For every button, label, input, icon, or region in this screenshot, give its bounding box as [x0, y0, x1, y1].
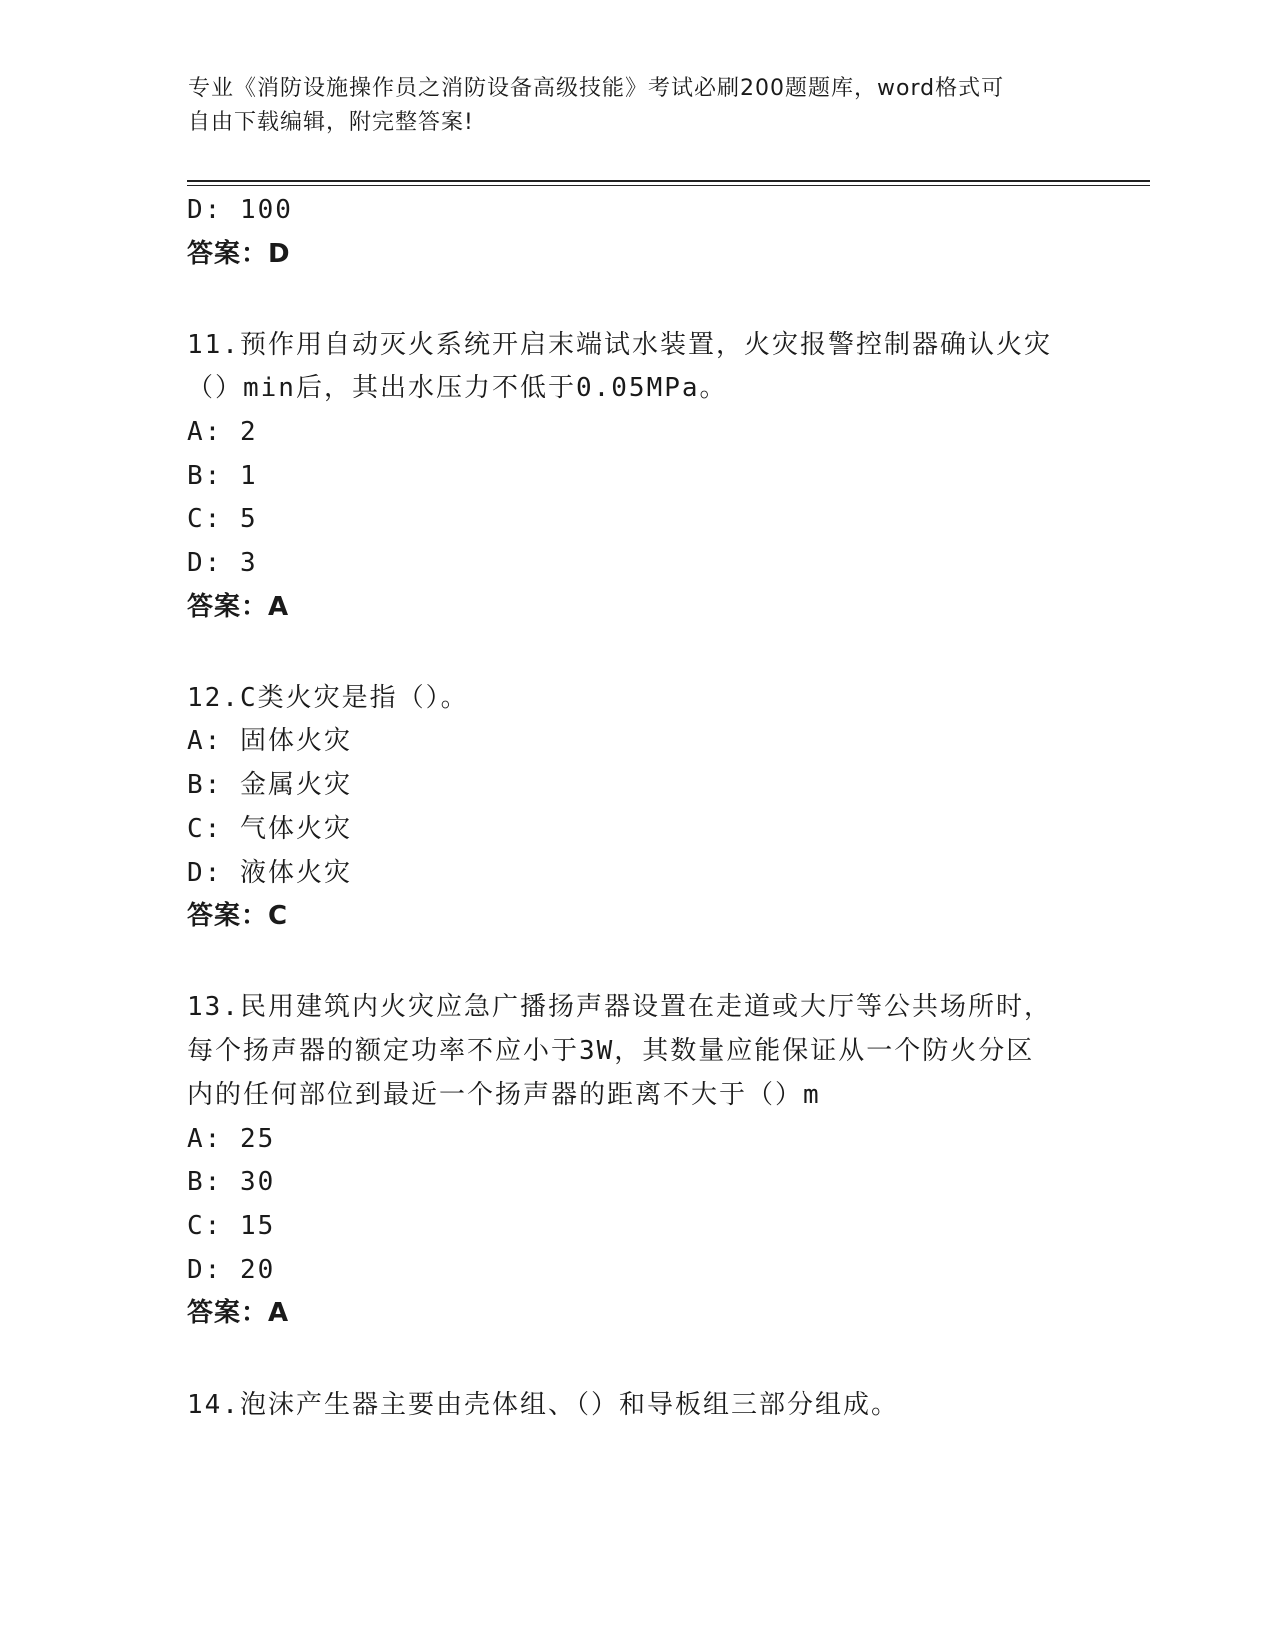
- answer-value: A: [268, 592, 290, 622]
- header-divider-thin: [187, 185, 1150, 186]
- q13-option-b: B: 30: [187, 1167, 276, 1197]
- q12-option-d: D: 液体火灾: [187, 858, 352, 888]
- q11-stem-line-1: 11.预作用自动灭火系统开启末端试水装置，火灾报警控制器确认火灾: [187, 330, 1052, 360]
- q11-option-d: D: 3: [187, 548, 258, 578]
- header-line-2: 自由下载编辑，附完整答案!: [188, 110, 474, 135]
- header-line-1: 专业《消防设施操作员之消防设备高级技能》考试必刷200题题库，word格式可: [188, 76, 1005, 101]
- q11-stem-line-2: （）min后，其出水压力不低于0.05MPa。: [187, 373, 728, 403]
- page-header: [188, 72, 1088, 140]
- q14-stem-line-1: 14.泡沫产生器主要由壳体组、（）和导板组三部分组成。: [187, 1390, 899, 1420]
- prev-option-d: D: 100: [187, 195, 293, 225]
- answer-label: 答案：: [187, 239, 269, 269]
- q13-stem-line-1: 13.民用建筑内火灾应急广播扬声器设置在走道或大厅等公共场所时，: [187, 992, 1052, 1022]
- q11-option-b: B: 1: [187, 461, 258, 491]
- q11-option-c: C: 5: [187, 504, 258, 534]
- prev-answer: [187, 236, 291, 272]
- header-divider: [187, 180, 1150, 182]
- answer-label: 答案：: [187, 901, 269, 931]
- answer-label: 答案：: [187, 1298, 269, 1328]
- q13-option-c: C: 15: [187, 1211, 276, 1241]
- q13-stem-line-2: 每个扬声器的额定功率不应小于3W，其数量应能保证从一个防火分区: [187, 1036, 1035, 1066]
- q11-answer: [187, 589, 289, 625]
- q12-answer: [187, 898, 288, 934]
- q13-stem-line-3: 内的任何部位到最近一个扬声器的距离不大于（）m: [187, 1080, 821, 1110]
- answer-label: 答案：: [187, 592, 269, 622]
- q12-option-a: A: 固体火灾: [187, 726, 352, 756]
- q12-option-c: C: 气体火灾: [187, 814, 352, 844]
- answer-value: A: [268, 1298, 290, 1328]
- q13-option-d: D: 20: [187, 1255, 276, 1285]
- q11-option-a: A: 2: [187, 417, 258, 447]
- q13-answer: [187, 1295, 289, 1331]
- q12-stem-line-1: 12.C类火灾是指（）。: [187, 683, 469, 713]
- answer-value: D: [268, 239, 291, 269]
- answer-value: C: [268, 901, 289, 931]
- q12-option-b: B: 金属火灾: [187, 770, 352, 800]
- q13-option-a: A: 25: [187, 1124, 276, 1154]
